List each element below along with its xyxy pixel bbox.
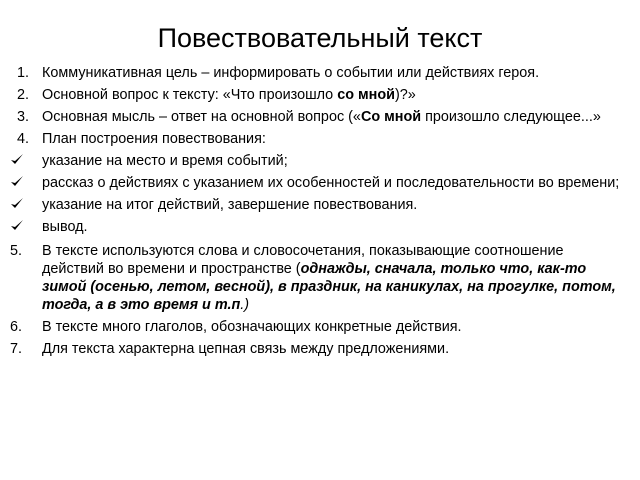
item-number: 1. xyxy=(17,65,30,81)
item-text-bold: Со мной xyxy=(360,109,422,125)
check-item xyxy=(10,152,624,170)
slide-title: Повествовательный текст xyxy=(157,23,483,53)
check-item-text: указание на итог действий, завершение повествования. xyxy=(42,197,418,213)
item-number-text: 7. xyxy=(10,341,23,357)
item-text: План построения повествования: xyxy=(42,131,266,147)
list-item xyxy=(10,64,624,82)
check-item xyxy=(10,196,624,214)
item-number-text: 6. xyxy=(10,319,23,335)
item-text-bold: со мной xyxy=(337,87,395,103)
checkmark-icon xyxy=(10,196,42,211)
item-text-part: В тексте используются слова и словосочетания, показывающие соотношение действий во времени и пространстве ( xyxy=(42,243,564,277)
checkmark-icon xyxy=(10,218,42,233)
item-text: Для текста характерна цепная связь между предложениями. xyxy=(42,341,450,357)
item-text-part: )?» xyxy=(394,87,416,103)
item-number: 4. xyxy=(17,131,30,147)
item-text-part: .) xyxy=(240,297,250,313)
item-number xyxy=(10,318,42,336)
item-text-part: произошло следующее...» xyxy=(421,109,601,125)
item-text xyxy=(42,108,624,126)
check-item-text: указание на место и время событий; xyxy=(42,153,288,169)
check-item-text: вывод. xyxy=(42,219,88,235)
item-text: В тексте много глаголов, обозначающих конкретные действия. xyxy=(42,319,462,335)
list-item xyxy=(10,318,624,336)
list-item xyxy=(10,242,624,314)
list-item xyxy=(10,340,624,358)
item-number xyxy=(10,340,42,358)
check-item xyxy=(10,174,624,192)
item-number xyxy=(10,242,42,260)
check-item xyxy=(10,218,624,236)
check-item-text: рассказ о действиях с указанием их особенностей и последовательности во времени; xyxy=(42,175,620,191)
list-item xyxy=(10,86,624,104)
item-number-text: 5. xyxy=(10,243,23,259)
item-text: Коммуникативная цель – информировать о событии или действиях героя. xyxy=(42,65,540,81)
item-examples: однажды, сначала, только что, как-то зимой (осенью, летом, весной), в праздник, на каникулах, на прогулке, потом, тогда, а в это время и т.п xyxy=(42,261,616,313)
checkmark-icon xyxy=(10,152,42,167)
list-item xyxy=(10,108,624,126)
list-item xyxy=(10,130,624,148)
item-text-part: Основная мысль – ответ на основной вопрос (« xyxy=(42,109,361,125)
item-text-part: Основной вопрос к тексту: «Что произошло xyxy=(42,87,338,103)
item-number: 3. xyxy=(17,109,30,125)
item-text xyxy=(42,86,624,104)
item-number: 2. xyxy=(17,87,30,103)
slide-content xyxy=(10,64,624,362)
checkmark-icon xyxy=(10,174,42,189)
